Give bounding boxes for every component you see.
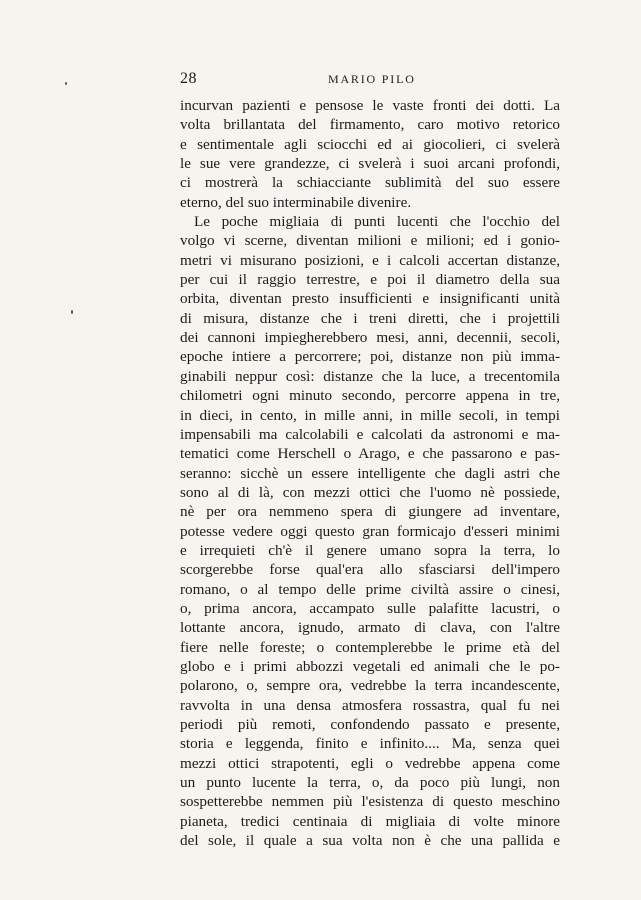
text-line: Le poche migliaia di punti lucenti che l'occhio del <box>194 213 560 231</box>
page-header <box>180 70 560 90</box>
text-line: chilometri ogni minuto secondo, percorre appena in tre, <box>180 387 560 405</box>
text-line: sono al di là, con mezzi ottici che l'uomo nè possiede, <box>180 483 560 501</box>
text-line: polarono, o, sempre ora, vedrebbe la terra incandescente, <box>180 677 560 695</box>
text-line: romano, o al tempo delle prime civiltà assire o cinesi, <box>180 580 560 598</box>
text-line: epoche intiere a percorrere; poi, distanze non più imma- <box>180 348 560 366</box>
text-line: o, prima ancora, accampato sulle palafitte lacustri, o <box>180 599 560 617</box>
text-line: scorgerebbe forse qual'era allo sfasciarsi dell'impero <box>180 561 560 579</box>
text-line: metri vi misurano posizioni, e i calcoli accertan distanze, <box>180 251 560 269</box>
text-line: e sentimentale agli sciocchi ed ai giocolieri, ci svelerà <box>180 135 560 153</box>
text-line: mezzi ottici strapotenti, egli o vedrebbe appena come <box>180 754 560 772</box>
text-line: periodi più remoti, confondendo passato e presente, <box>180 716 560 733</box>
text-line: fiere nelle foreste; o contemplerebbe le prime età del <box>180 638 560 656</box>
text-line: le sue vere grandezze, ci svelerà i suoi arcani profondi, <box>180 155 560 173</box>
text-line: orbita, diventan presto insufficienti e insignificanti unità <box>180 290 560 308</box>
text-line: un punto lucente la terra, o, da poco più lungi, non <box>180 774 560 792</box>
text-line: ravvolta in una densa atmosfera rossastra, qual fu nei <box>180 696 560 714</box>
text-line: lottante ancora, ignudo, armato di clava, con l'altre <box>180 619 560 637</box>
text-line: volta brillantata del firmamento, caro motivo retorico <box>180 116 560 134</box>
running-head: MARIO PILO <box>328 72 416 86</box>
text-line: di misura, distanze che i treni diretti, che i projettili <box>180 309 560 327</box>
text-line: ginabili neppur così: distanze che la luce, a trecentomila <box>180 367 560 385</box>
text-line: eterno, del suo interminabile divenire. <box>180 193 412 211</box>
scan-speck <box>71 310 73 314</box>
text-line: storia e leggenda, finito e infinito.... Ma, senza quei <box>180 735 560 753</box>
text-line: pianeta, tredici centinaia di migliaia di volte minore <box>180 812 560 830</box>
text-line: potesse vedere oggi questo gran formicajo d'esseri minimi <box>180 522 560 540</box>
text-line: incurvan pazienti e pensose le vaste fronti dei dotti. La <box>180 97 560 114</box>
scan-speck <box>65 82 67 85</box>
text-line: nè per ora nemmeno spera di giungere ad inventare, <box>180 503 560 521</box>
text-line: impensabili ma calcolabili e calcolati da astronomi e ma- <box>180 425 560 443</box>
text-line: volgo vi scerne, diventan milioni e milioni; ed i gonio- <box>180 232 560 250</box>
text-line: globo e i primi abbozzi vegetali ed animali che le po- <box>180 657 560 675</box>
body-text <box>180 96 560 850</box>
text-line: ci mostrerà la schiacciante sublimità del suo essere <box>180 174 560 192</box>
text-line: in dieci, in cento, in mille anni, in mille secoli, in tempi <box>180 406 560 424</box>
text-line: del sole, il quale a sua volta non è che una pallida e <box>180 832 560 850</box>
text-line: dei cannoni impiegherebbero mesi, anni, decennii, secoli, <box>180 329 560 347</box>
page-number: 28 <box>180 70 197 87</box>
text-line: per cui il raggio terrestre, e poi il diametro della sua <box>180 271 560 289</box>
text-line: sospetterebbe nemmen più l'esistenza di questo meschino <box>180 793 560 811</box>
text-line: tematici come Herschell o Arago, e che passarono e pas- <box>180 445 560 463</box>
text-line: seranno: sicchè un essere intelligente che dagli astri che <box>180 464 560 482</box>
text-line: e irrequieti ch'è il genere umano sopra la terra, lo <box>180 541 560 559</box>
